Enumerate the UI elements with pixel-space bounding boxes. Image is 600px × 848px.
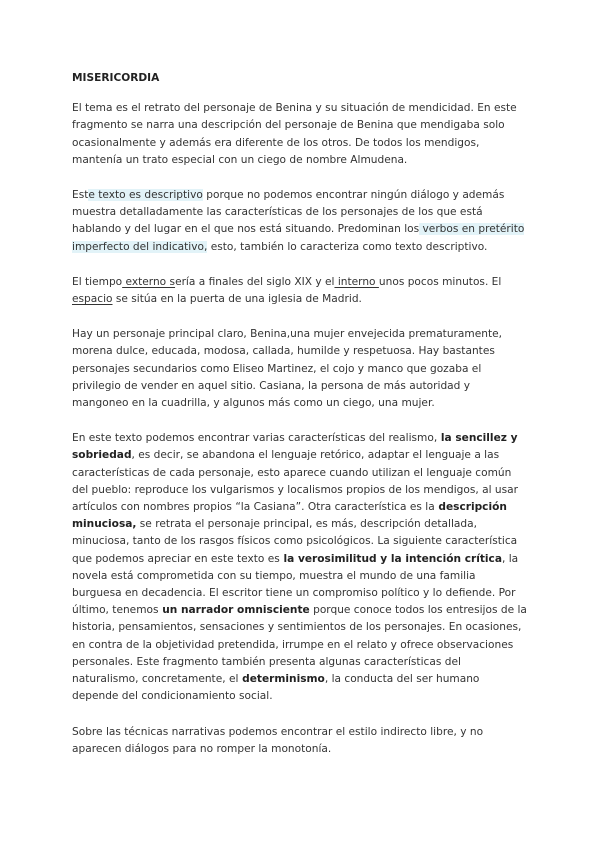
paragraph-theme: El tema es el retrato del personaje de Benina y su situación de mendicidad. En este fragmento se narra una descripción del personaje de Benina que mendigaba solo ocasionalmente y además era diferente de los otros. De todos los mendigos, mantenía un trato especial con un ciego de nombre Almudena. — [72, 102, 517, 166]
underline-interno: interno — [334, 275, 379, 288]
text-span: porque no podemos encontrar ningún diálogo y además muestra detalladamente las características de los personajes de los que está hablando y del lugar en el que nos está situando. Predominan los — [72, 189, 505, 236]
text-span: porque conoce todos los entresijos de la historia, pensamientos, sensaciones y sentimientos de los personajes. En ocasiones, en contra de la objetividad pretendida, irrumpe en el relato y ofrece observaciones personales. Este fragmento también presenta algunas características del naturalismo, concretamente, el — [72, 604, 527, 686]
text-span: , es decir, se abandona el lenguaje retórico, adaptar el lenguaje a las características de cada personaje, esto aparece cuando utilizan el lenguaje común del pueblo: reproduce los vulgarismos y localismos propios de los mendigos, al usar artículos con nombres propios “la Casiana”. Otra característica es la — [72, 449, 518, 514]
paragraph-characters: Hay un personaje principal claro, Benina,una mujer envejecida prematuramente, morena dulce, educada, modosa, callada, humilde y respetuosa. Hay bastantes personajes secundarios como Eliseo Martinez, el cojo y manco que gozaba el privilegio de vender en aquel sitio. Casiana, la persona de más autoridad y mangoneo en la cuadrilla, y algunos más como un ciego, una mujer. — [72, 328, 502, 410]
text-span: El tiempo — [72, 275, 123, 288]
document-title: MISERICORDIA — [72, 72, 160, 84]
paragraph-time-space — [72, 274, 528, 308]
bold-determinismo: determinismo — [238, 673, 325, 686]
text-span: se sitúa en la puerta de una iglesia de Madrid. — [112, 293, 362, 306]
text-span: unos pocos minutos. El — [378, 275, 502, 288]
text-span: , la novela está comprometida con su tiempo, muestra el mundo de una familia burguesa en decadencia. El escritor tiene un compromiso político y lo defiende. Por último, tenemos — [72, 552, 519, 617]
paragraph-descriptive — [72, 187, 528, 256]
text-span: se retrata el personaje principal, es más, descripción detallada, minuciosa, tanto de los rasgos físicos como psicológicos. La siguiente característica que podemos apreciar en este texto es — [72, 518, 518, 565]
highlight-verbs: verbos en pretérito imperfecto del indicativo, — [72, 223, 525, 253]
underline-externo: externo s — [122, 275, 176, 288]
paragraph-realism — [72, 430, 528, 705]
bold-verosimilitud: la verosimilitud y la intención crítica — [279, 552, 502, 565]
bold-sencillez: la sencillez y sobriedad — [72, 432, 518, 462]
bold-narrador: un narrador omnisciente — [158, 604, 310, 617]
text-span: Est — [72, 189, 89, 202]
text-span: esto, también lo caracteriza como texto descriptivo. — [207, 240, 488, 253]
underline-espacio: espacio — [72, 293, 113, 306]
bold-descripcion: descripción minuciosa, — [72, 501, 507, 531]
paragraph-techniques: Sobre las técnicas narrativas podemos encontrar el estilo indirecto libre, y no aparecen diálogos para no romper la monotonía. — [72, 725, 484, 755]
text-span: ería a finales del siglo XIX y el — [175, 275, 335, 288]
text-span: , la conducta del ser humano depende del condicionamiento social. — [72, 673, 480, 703]
text-span: En este texto podemos encontrar varias características del realismo, — [72, 432, 438, 445]
highlight-descriptive: e texto es descriptivo — [88, 189, 203, 202]
